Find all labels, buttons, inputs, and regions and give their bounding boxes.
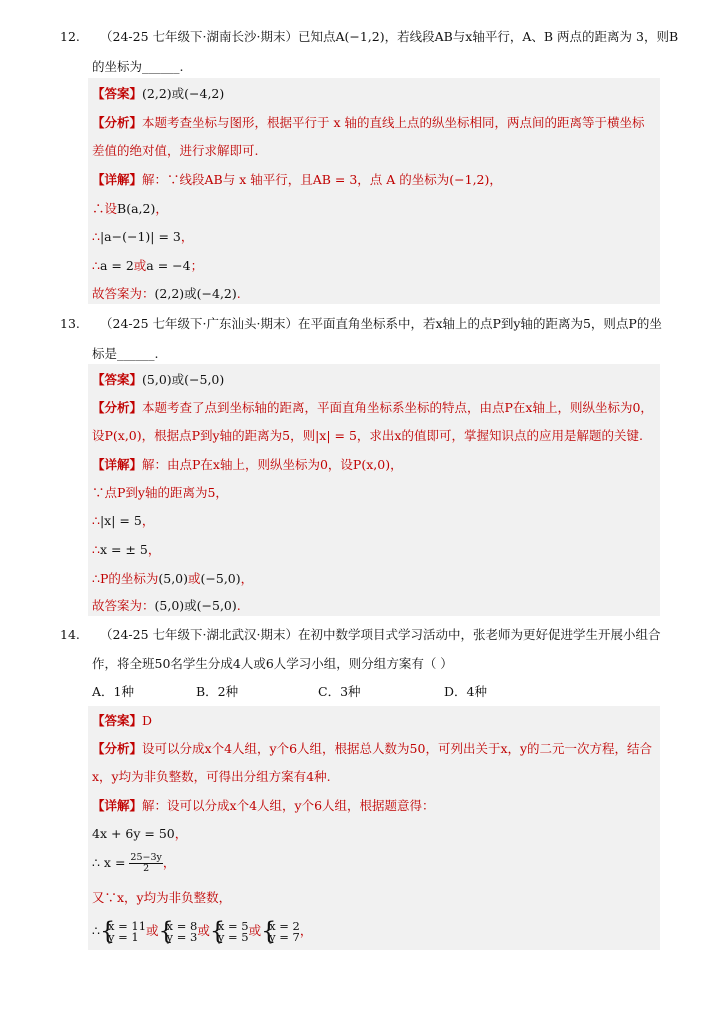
q13-final-answer bbox=[92, 598, 241, 614]
fraction-numerator: 25−3y bbox=[130, 852, 162, 863]
fraction bbox=[129, 853, 162, 874]
q12-text-line2: 的坐标为______. bbox=[92, 59, 184, 74]
q13-step-3 bbox=[92, 542, 160, 558]
q14-equation-2 bbox=[92, 852, 175, 874]
q14-analysis-line2: x，y均为非负整数，可得出分组方案有4种. bbox=[92, 769, 331, 784]
step-prefix: ∴ bbox=[92, 513, 100, 528]
detail-tag: 【详解】 bbox=[92, 798, 143, 813]
brace-icon: { bbox=[158, 916, 174, 945]
q14-option-a: A．1种 bbox=[92, 684, 134, 699]
q14-detail-line1 bbox=[92, 798, 435, 814]
q12-analysis-line1 bbox=[92, 115, 645, 131]
step-word: 或 bbox=[133, 258, 147, 273]
detail-tag: 【详解】 bbox=[92, 457, 143, 472]
solution-y: y = 3 bbox=[166, 929, 198, 944]
analysis-text: 本题考查坐标与图形，根据平行于 x 轴的直线上点的纵坐标相同，两点间的距离等于横坐标 bbox=[142, 115, 645, 130]
step-math: |a−(−1)| = 3 bbox=[99, 229, 181, 244]
q14-analysis-line1 bbox=[92, 741, 652, 757]
step-punct: ， bbox=[240, 571, 254, 586]
q13-analysis-line1 bbox=[92, 400, 653, 416]
step-punct: ， bbox=[147, 542, 161, 557]
fraction-denominator: 2 bbox=[143, 863, 150, 874]
q14-option-d: D．4种 bbox=[444, 684, 487, 699]
analysis-text: 设可以分成x个4人组，y个6人组，根据总人数为50，可列出关于x，y的二元一次方程，结合 bbox=[142, 741, 653, 756]
q12-detail-line1 bbox=[92, 172, 502, 188]
q13-step-4 bbox=[92, 571, 253, 587]
detail-tag: 【详解】 bbox=[92, 172, 143, 187]
final-end: . bbox=[236, 598, 241, 613]
q13-analysis-line2: 设P(x,0)，根据点P到y轴的距离为5，则|x| = 5，求出x的值即可，掌握知识点的应用是解题的关键. bbox=[92, 428, 643, 443]
step-prefix: ∴P的坐标为 bbox=[92, 571, 159, 586]
analysis-text: 本题考查了点到坐标轴的距离，平面直角坐标系坐标的特点，由点P在x轴上，则纵坐标为0， bbox=[142, 400, 653, 415]
final-value: (5,0)或(−5,0) bbox=[154, 598, 237, 613]
equation-math: 4x + 6y = 50 bbox=[92, 826, 175, 841]
q14-option-b: B．2种 bbox=[196, 684, 239, 699]
step-math: a = 2 bbox=[99, 258, 134, 273]
q13-number: 13. bbox=[60, 316, 80, 331]
step-punct: ， bbox=[141, 513, 155, 528]
equation-punct: ， bbox=[162, 855, 176, 870]
solution-separator: 或 bbox=[197, 923, 210, 938]
step-math: (5,0) bbox=[158, 571, 189, 586]
answer-text: (2,2)或(−4,2) bbox=[142, 86, 225, 101]
step-prefix: ∴ bbox=[92, 542, 100, 557]
solution-x: x = 2 bbox=[269, 918, 300, 933]
step-math: B(a,2) bbox=[117, 201, 156, 216]
answer-text: (5,0)或(−5,0) bbox=[142, 372, 225, 387]
step-prefix: ∴ bbox=[92, 229, 100, 244]
analysis-tag: 【分析】 bbox=[92, 741, 143, 756]
step-math: a = −4 bbox=[146, 258, 191, 273]
brace-icon: { bbox=[209, 916, 226, 945]
equation-math: ∴ x = bbox=[92, 855, 130, 870]
q13-answer bbox=[92, 372, 224, 388]
q14-option-c: C．3种 bbox=[318, 684, 361, 699]
q13-detail-line1 bbox=[92, 457, 403, 473]
solutions-end: ， bbox=[299, 923, 313, 938]
detail-text: 解：由点P在x轴上，则纵坐标为0，设P(x,0)， bbox=[142, 457, 403, 472]
solution-x: x = 11 bbox=[107, 918, 147, 933]
solution-system-3 bbox=[209, 916, 249, 945]
answer-tag: 【答案】 bbox=[92, 86, 143, 101]
q14-step-3: 又∵x，y均为非负整数， bbox=[92, 890, 232, 905]
q13-text-line1: （24-25 七年级下·广东汕头·期末）在平面直角坐标系中，若x轴上的点P到y轴的距离为5，则点P的坐 bbox=[100, 316, 662, 331]
q14-solutions bbox=[92, 918, 312, 944]
step-punct: ， bbox=[155, 201, 168, 216]
final-end: . bbox=[236, 286, 241, 301]
solution-y: y = 1 bbox=[107, 929, 139, 944]
analysis-tag: 【分析】 bbox=[92, 400, 143, 415]
step-prefix: ∴设 bbox=[92, 201, 118, 216]
q14-equation-1 bbox=[92, 826, 187, 842]
q12-text-line1: （24-25 七年级下·湖南长沙·期末）已知点A(−1,2)，若线段AB与x轴平行，A、B 两点的距离为 3，则B bbox=[100, 29, 679, 44]
q12-final-answer bbox=[92, 286, 241, 302]
solution-separator: 或 bbox=[146, 923, 159, 938]
equation-punct: ， bbox=[174, 826, 188, 841]
step-word: 或 bbox=[188, 571, 201, 586]
q14-number: 14. bbox=[60, 627, 80, 642]
solution-system-2 bbox=[158, 916, 198, 945]
step-punct: ； bbox=[190, 258, 204, 273]
step-math: (−5,0) bbox=[200, 571, 241, 586]
q12-analysis-line2: 差值的绝对值，进行求解即可. bbox=[92, 143, 259, 158]
solution-system-4 bbox=[261, 916, 300, 945]
analysis-tag: 【分析】 bbox=[92, 115, 143, 130]
q14-text-line1: （24-25 七年级下·湖北武汉·期末）在初中数学项目式学习活动中，张老师为更好促进学生开展小组合 bbox=[100, 627, 661, 642]
step-math: |x| = 5 bbox=[99, 513, 142, 528]
q13-step-1: ∵点P到y轴的距离为5， bbox=[92, 485, 228, 500]
detail-text: 解：设可以分成x个4人组，y个6人组，根据题意得： bbox=[142, 798, 435, 813]
brace-icon: { bbox=[99, 916, 116, 945]
solution-system-1 bbox=[99, 916, 147, 945]
q14-text-line2: 作，将全班50名学生分成4人或6人学习小组，则分组方案有（ ） bbox=[92, 656, 453, 671]
final-label: 故答案为： bbox=[92, 286, 155, 301]
step-prefix: ∴ bbox=[92, 258, 100, 273]
answer-tag: 【答案】 bbox=[92, 372, 143, 387]
final-value: (2,2)或(−4,2) bbox=[154, 286, 237, 301]
q12-number: 12. bbox=[60, 29, 80, 44]
q12-step-2 bbox=[92, 229, 193, 245]
solution-x: x = 5 bbox=[217, 918, 249, 933]
step-punct: ， bbox=[180, 229, 194, 244]
answer-tag: 【答案】 bbox=[92, 713, 143, 728]
step-math: x = ± 5 bbox=[99, 542, 148, 557]
q14-answer bbox=[92, 713, 152, 729]
q13-text-line2: 标是______. bbox=[92, 346, 159, 361]
q13-step-2 bbox=[92, 513, 154, 529]
q12-step-3 bbox=[92, 258, 203, 274]
brace-icon: { bbox=[261, 916, 277, 945]
solution-separator: 或 bbox=[248, 923, 262, 938]
final-label: 故答案为： bbox=[92, 598, 155, 613]
q12-answer bbox=[92, 86, 224, 102]
solution-x: x = 8 bbox=[166, 918, 198, 933]
answer-text: D bbox=[142, 713, 153, 728]
solutions-prefix: ∴ bbox=[92, 923, 100, 938]
solution-y: y = 7 bbox=[269, 929, 300, 944]
detail-text: 解：∵线段AB与 x 轴平行，且AB = 3，点 A 的坐标为(−1,2)， bbox=[142, 172, 502, 187]
solution-y: y = 5 bbox=[217, 929, 249, 944]
q12-step-1 bbox=[92, 201, 168, 217]
